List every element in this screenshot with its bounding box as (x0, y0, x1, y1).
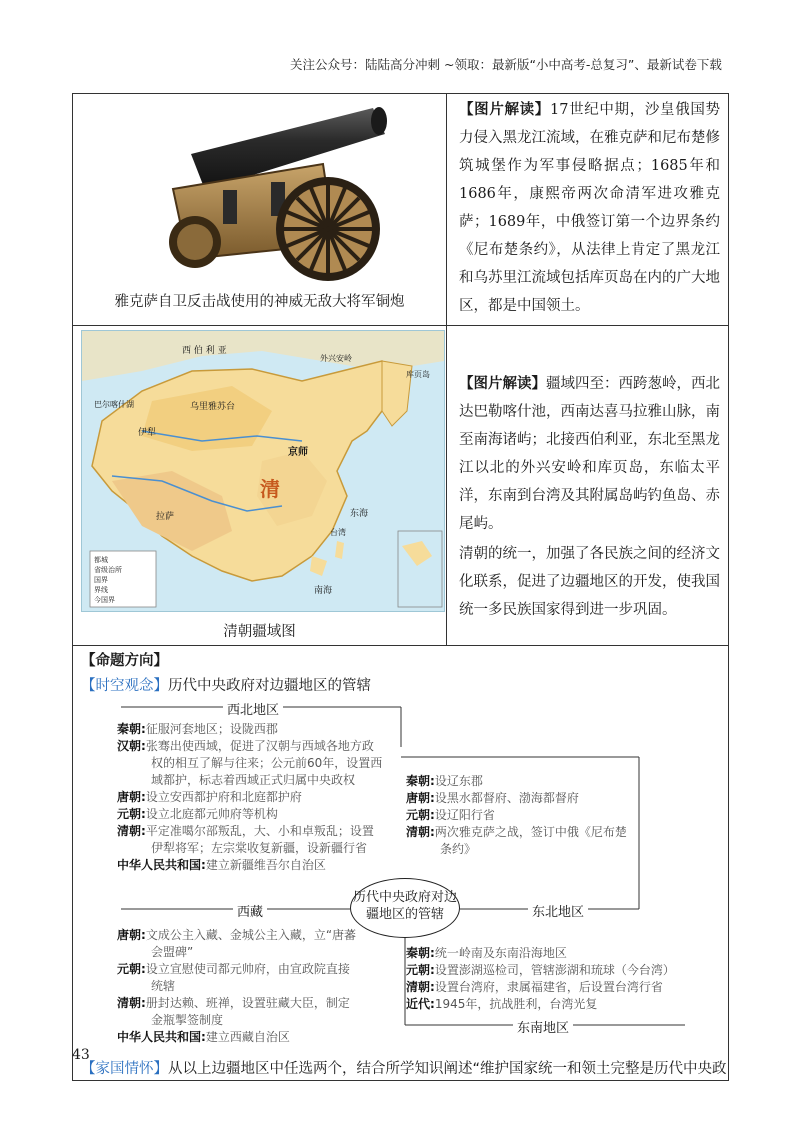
northeast-label: 东北地区 (528, 901, 588, 920)
map-label-south-sea: 南海 (314, 586, 333, 596)
list-item: 中华人民共和国:建立新疆维吾尔自治区 (117, 858, 326, 872)
reading-text: 疆域四至：西跨葱岭，西北达巴勒喀什池，西南达喜马拉雅山脉，南至南海诸屿；北接西伯利亚，东北至黑龙江以北的外兴安岭和库页岛，东临太平洋，东南到台湾及其附属岛屿钓鱼岛、赤尾屿。 (459, 376, 720, 532)
proposition-cell (73, 646, 729, 1081)
map-label-outer-khingan: 外兴安岭 (320, 354, 352, 363)
content-table (72, 93, 729, 1081)
list-item: 秦朝:统一岭南及东南沿海地区 (406, 946, 567, 960)
list-item: 元朝:设立宣慰使司都元帅府，由宣政院直接 (117, 962, 350, 976)
map-cell (73, 326, 447, 646)
cannon-cell (73, 94, 447, 326)
map-label-siberia: 西 伯 利 亚 (182, 346, 227, 356)
list-item: 汉朝:张骞出使西域，促进了汉朝与西域各地方政 (117, 739, 374, 753)
map-label-beijing: 京师 (288, 447, 308, 458)
list-item: 元朝:设辽阳行省 (406, 808, 495, 822)
map-label-sakhalin: 库页岛 (406, 370, 430, 379)
list-item: 清朝:两次雅克萨之战，签订中俄《尼布楚 (406, 825, 627, 839)
list-item: 域都护，标志着西域正式归属中央政权 (151, 773, 356, 787)
cannon-row (73, 94, 729, 326)
patriotism-text: 从以上边疆地区中任选两个，结合所学知识阐述“维护国家统一和领土完整是历代中央政 (168, 1061, 727, 1077)
map-label-lhasa: 拉萨 (156, 512, 175, 522)
list-item: 条约》 (440, 842, 477, 856)
list-item: 清朝:设置台湾府，隶属福建省，后设置台湾行省 (406, 980, 663, 994)
list-item: 金瓶掣签制度 (151, 1013, 224, 1027)
list-item: 统辖 (151, 979, 176, 993)
map-label-balkhash: 巴尔喀什湖 (94, 400, 134, 409)
northwest-items (117, 721, 382, 874)
map-label-yili: 伊犁 (138, 428, 157, 438)
spacetime-text: 历代中央政府对边疆地区的管辖 (168, 678, 371, 694)
map-label-taiwan: 台湾 (330, 528, 346, 537)
qing-territory-map (81, 330, 445, 612)
map-label-east-sea: 东海 (350, 509, 369, 519)
reading-paragraph-3: 清朝的统一，加强了各民族之间的经济文化联系，促进了边疆地区的开发，使我国统一多民族国家得到进一步巩固。 (459, 546, 720, 618)
map-legend (94, 555, 122, 605)
spacetime-tag: 【时空观念】 (81, 678, 168, 694)
tibet-label: 西藏 (233, 901, 267, 920)
list-item: 唐朝:文成公主入藏、金城公主入藏，立“唐蕃 (117, 928, 357, 942)
proposition-title: 【命题方向】 (81, 653, 168, 669)
reading-cell-1 (447, 94, 729, 326)
list-item: 中华人民共和国:建立西藏自治区 (117, 1030, 290, 1044)
patriotism-tag: 【家国情怀】 (81, 1061, 168, 1077)
northeast-items (406, 773, 627, 858)
center-oval: 历代中央政府对边疆地区的管辖 (350, 878, 460, 938)
legend-item: 国界 (94, 576, 108, 584)
list-item: 清朝:册封达赖、班禅，设置驻藏大臣，制定 (117, 996, 350, 1010)
list-item: 元朝:设置澎湖巡检司，管辖澎湖和琉球（今台湾） (406, 963, 675, 977)
list-item: 唐朝:设立安西都护府和北庭都护府 (117, 790, 302, 804)
list-item: 近代:1945年，抗战胜利，台湾光复 (406, 997, 598, 1011)
reading-paragraph-2 (447, 326, 728, 538)
reading-paragraph-1 (447, 94, 728, 320)
list-item: 伊犁将军；左宗棠收复新疆，设新疆行省 (151, 841, 368, 855)
list-item: 权的相互了解与往来；公元前60年，设置西 (151, 756, 383, 770)
reading-tag: 【图片解读】 (459, 376, 546, 392)
map-caption: 清朝疆域图 (223, 624, 296, 640)
list-item: 秦朝:设辽东郡 (406, 774, 483, 788)
page-number: 43 (72, 1047, 90, 1063)
northwest-label: 西北地区 (223, 699, 283, 718)
tibet-items (117, 927, 356, 1046)
legend-item: 省级治所 (94, 566, 122, 574)
patriotism-line (73, 1055, 728, 1080)
legend-item: 界线 (94, 586, 108, 594)
map-label-qing: 清 (260, 477, 280, 501)
legend-item: 都城 (94, 556, 108, 564)
list-item: 清朝:平定准噶尔部叛乱，大、小和卓叛乱；设置 (117, 824, 374, 838)
list-item: 会盟碑” (151, 945, 194, 959)
southeast-items (406, 945, 675, 1013)
jurisdiction-diagram (73, 695, 728, 1055)
reading-text: 17世纪中期，沙皇俄国势力侵入黑龙江流域，在雅克萨和尼布楚修筑城堡作为军事侵略据点；1685年和1686年，康熙帝两次命清军进攻雅克萨；1689年，中俄签订第一个边界条约《尼布楚条约》，从法律上肯定了黑龙江和乌苏里江流域包括库页岛在内的广大地区，都是中国领土。 (459, 102, 721, 314)
southeast-label: 东南地区 (513, 1017, 573, 1036)
page-header: 关注公众号：陆陆高分冲刺 ~领取：最新版“小中高考-总复习”、最新试卷下载 (290, 57, 722, 72)
list-item: 唐朝:设黑水都督府、渤海都督府 (406, 791, 579, 805)
cannon-caption: 雅克萨自卫反击战使用的神威无敌大将军铜炮 (114, 294, 405, 310)
list-item: 秦朝:征服河套地区；设陇西郡 (117, 722, 278, 736)
cannon-image (73, 94, 446, 290)
map-label-uliastai: 乌里雅苏台 (190, 402, 236, 412)
reading-tag: 【图片解读】 (459, 102, 550, 118)
proposition-row (73, 646, 729, 1081)
legend-item: 今国界 (94, 596, 115, 604)
reading-cell-2 (447, 326, 729, 646)
spacetime-subtitle (73, 670, 728, 695)
list-item: 元朝:设立北庭都元帅府等机构 (117, 807, 278, 821)
wheel-icon (276, 177, 380, 281)
map-row (73, 326, 729, 646)
